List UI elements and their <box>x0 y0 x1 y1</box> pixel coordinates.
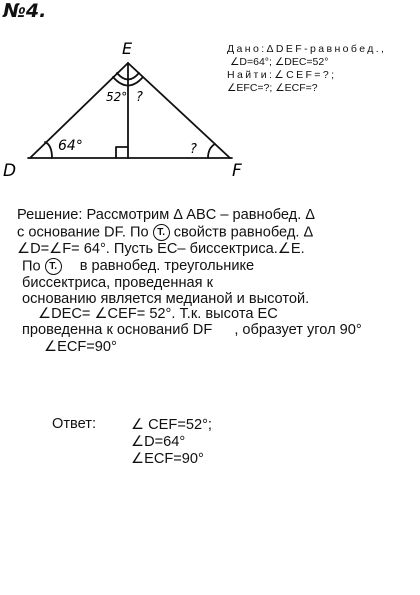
theorem-mark-icon: Т. <box>45 258 62 275</box>
answer-line-3: ∠ECF=90° <box>131 451 204 467</box>
solution-line-2b: свойств равнобед. Δ <box>173 224 314 241</box>
angle-arc-f <box>208 144 215 158</box>
given-line-3: Найти:∠CEF=?; <box>227 69 337 81</box>
angle-d-label: 64° <box>58 138 83 154</box>
solution-line-4b: в равнобед. треугольнике <box>79 258 255 275</box>
solution-line-7: ∠DEC= ∠CEF= 52°. Т.к. высота ЕС <box>38 306 278 322</box>
answer-line-2: ∠D=64° <box>131 434 186 450</box>
triangle-figure <box>0 0 260 190</box>
theorem-mark-icon: Т. <box>153 224 170 241</box>
solution-line-9: ∠ECF=90° <box>44 339 117 355</box>
solution-line-2 <box>17 224 313 241</box>
angle-e-label: 52° <box>106 90 128 104</box>
solution-line-4a: По <box>22 258 41 275</box>
given-block <box>227 43 386 95</box>
problem-number: №4. <box>3 0 47 22</box>
angle-arc-d <box>45 142 52 158</box>
solution-line-3: ∠D=∠F= 64°. Пусть ЕС– биссектриса.∠Е. <box>17 241 305 257</box>
angle-e-question: ? <box>136 90 143 105</box>
solution-line-8a: проведенна к основаниб DF <box>22 322 213 338</box>
answer-label: Ответ: <box>52 416 96 432</box>
given-line-4: ∠EFC=?; ∠ECF=? <box>227 82 318 94</box>
vertex-f-label: F <box>232 161 242 181</box>
given-line-2: ∠D=64°; ∠DEC=52° <box>230 56 329 68</box>
solution-line-5: биссектриса, проведенная к <box>22 275 213 291</box>
solution-line-4 <box>22 258 254 275</box>
solution-line-1: Решение: Рассмотрим Δ ABC – равнобед. Δ <box>17 207 316 223</box>
solution-line-8b: , образует угол 90° <box>234 322 362 338</box>
vertex-e-label: E <box>122 39 133 58</box>
given-line-1: Дано:ΔDEF-равнобед., <box>227 43 387 55</box>
angle-f-question: ? <box>190 142 197 157</box>
answer-line-1: ∠ CEF=52°; <box>131 417 212 433</box>
solution-line-2a: с основание DF. По <box>17 224 149 241</box>
solution-line-8 <box>22 322 362 338</box>
right-angle-mark <box>116 147 128 158</box>
solution-line-6: основанию является медианой и высотой. <box>22 291 310 307</box>
vertex-d-label: D <box>3 161 17 181</box>
